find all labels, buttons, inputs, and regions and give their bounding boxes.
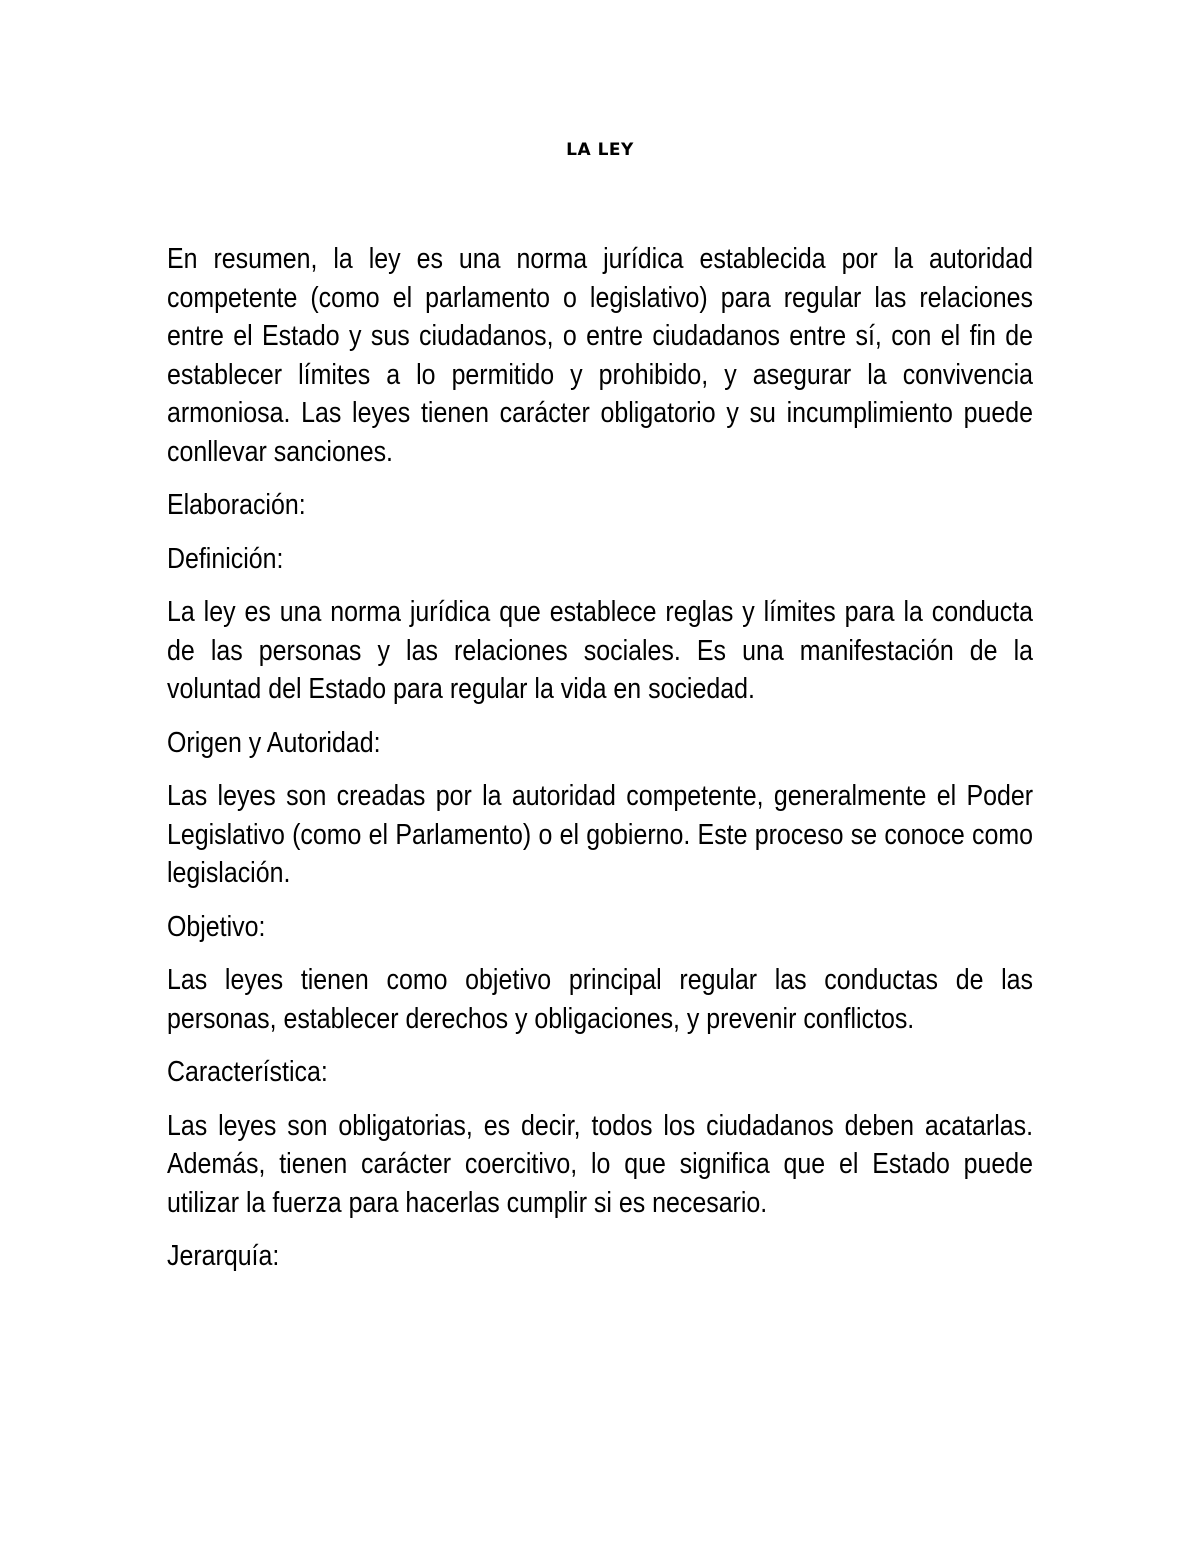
document-body: [167, 240, 1034, 1291]
definicion-paragraph: La ley es una norma jurídica que establece reglas y límites para la conducta de las personas y las relaciones sociales. Es una manifestación de la voluntad del Estado para regular la vida en sociedad.: [167, 596, 1034, 705]
origen-paragraph: Las leyes son creadas por la autoridad competente, generalmente el Poder Legislativo (como el Parlamento) o el gobierno. Este proceso se conoce como legislación.: [167, 780, 1034, 889]
origen-heading: Origen y Autoridad:: [167, 726, 381, 759]
elaboracion-heading: Elaboración:: [167, 489, 306, 521]
definicion-heading: Definición:: [167, 542, 284, 575]
document-title: LA LEY: [566, 140, 634, 160]
intro-paragraph: En resumen, la ley es una norma jurídica establecida por la autoridad competente (como el parlamento o legislativo) para regular las relaciones entre el Estado y sus ciudadanos, o entre ciudadanos entre sí, con el fin de establecer límites a lo permitido y prohibido, y asegurar la convivencia armoniosa. Las leyes tienen carácter obligatorio y su incumplimiento puede conllevar sanciones.: [167, 243, 1034, 468]
objetivo-heading: Objetivo:: [167, 910, 266, 943]
objetivo-paragraph: Las leyes tienen como objetivo principal regular las conductas de las personas, establecer derechos y obligaciones, y prevenir conflictos.: [167, 964, 1034, 1035]
caracteristica-paragraph: Las leyes son obligatorias, es decir, todos los ciudadanos deben acatarlas. Además, tienen carácter coercitivo, lo que significa que el Estado puede utilizar la fuerza para hacerlas cumplir si es necesario.: [167, 1109, 1034, 1219]
caracteristica-heading: Característica:: [167, 1056, 328, 1088]
jerarquia-heading: Jerarquía:: [167, 1240, 280, 1272]
